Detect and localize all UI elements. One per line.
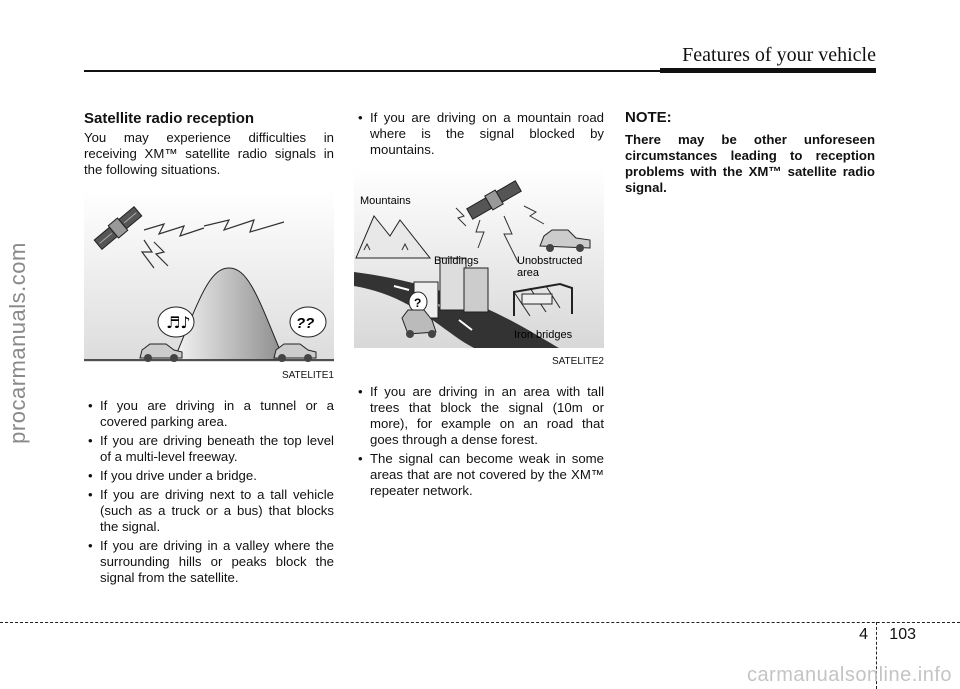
list-item: • If you drive under a bridge.	[84, 468, 334, 484]
footer-watermark: carmanualsonline.info	[746, 664, 952, 686]
list-item: • If you are driving in an area with tall trees that block the signal (10m or more), for example on an road that goes through a dense forest.	[354, 384, 604, 448]
note-heading: NOTE:	[625, 109, 672, 126]
chapter-number: 4	[859, 626, 868, 643]
svg-text:♬♪: ♬♪	[166, 313, 191, 332]
page-number: 103	[889, 626, 916, 643]
figure-satelite2	[354, 168, 604, 370]
list-item: • If you are driving beneath the top level of a multi-level freeway.	[84, 433, 334, 465]
left-bullet-list	[84, 398, 334, 586]
figure-satelite1	[84, 190, 334, 384]
satellite-valley-illustration	[84, 190, 334, 362]
label-iron-bridges: Iron bridges	[514, 329, 573, 341]
note-column	[625, 110, 875, 196]
left-column	[84, 110, 334, 589]
svg-text:??: ??	[296, 315, 315, 332]
section-heading: Satellite radio reception	[84, 110, 255, 127]
middle-column	[354, 110, 604, 502]
header-title: Features of your vehicle	[682, 44, 876, 66]
list-item: • If you are driving in a tunnel or a covered parking area.	[84, 398, 334, 430]
figure-caption: SATELITE1	[281, 370, 334, 381]
figure-caption: SATELITE2	[551, 356, 604, 367]
header-rule-accent	[660, 68, 876, 73]
label-buildings: Buildings	[434, 255, 479, 267]
reception-obstacles-illustration	[354, 168, 604, 348]
label-mountains: Mountains	[360, 195, 411, 207]
note-body: There may be other unforeseen circumstances leading to reception problems with the XM™ satellite radio signal.	[625, 132, 875, 195]
svg-text:?: ?	[414, 296, 422, 310]
intro-text: You may experience difficulties in receiving XM™ satellite radio signals in the following situations.	[84, 130, 334, 177]
footer-rule	[0, 622, 960, 623]
list-item: • The signal can become weak in some areas that are not covered by the XM™ repeater network.	[354, 451, 604, 499]
middle-bullet-list	[354, 384, 604, 499]
list-item: • If you are driving on a mountain road where is the signal blocked by mountains.	[354, 110, 604, 158]
middle-top-bullet	[354, 110, 604, 158]
label-area: area	[517, 267, 540, 279]
list-item: • If you are driving in a valley where the surrounding hills or peaks block the signal from the satellite.	[84, 538, 334, 586]
side-watermark: procarmanuals.com	[5, 242, 30, 444]
label-unobstructed: Unobstructed	[517, 255, 583, 267]
list-item: • If you are driving next to a tall vehicle (such as a truck or a bus) that blocks the signal.	[84, 487, 334, 535]
